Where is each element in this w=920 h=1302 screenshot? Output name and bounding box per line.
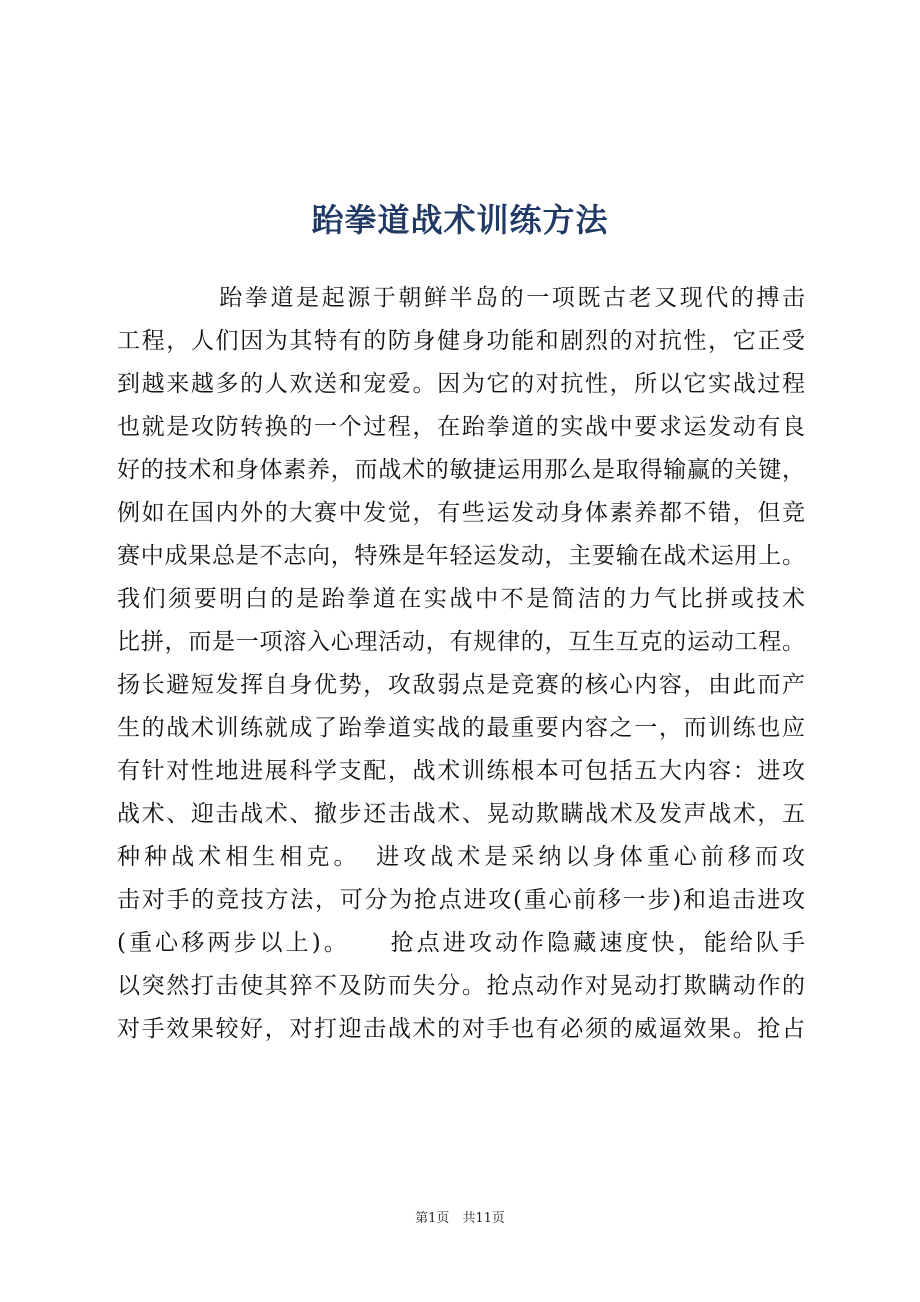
page-number: 第1页 共11页 [415,1211,505,1226]
body-line: 战术、迎击战术、撤步还击战术、晃动欺瞒战术及发声战术，五 [117,801,805,827]
body-line: 我们须要明白的是跆拳道在实战中不是简洁的力气比拼或技术 [117,586,805,612]
body-line: 赛中成果总是不志向，特殊是年轻运发动，主要输在战术运用上。 [117,543,805,569]
body-line: 以突然打击使其猝不及防而失分。抢点动作对晃动打欺瞒动作的 [117,973,805,999]
document-body [117,280,805,1054]
body-line: 工程，人们因为其特有的防身健身功能和剧烈的对抗性，它正受 [117,328,805,354]
body-line: 有针对性地进展科学支配，战术训练根本可包括五大内容：进攻 [117,758,805,784]
body-line: (重心移两步以上)。 抢点进攻动作隐藏速度快，能给队手 [117,930,805,956]
body-line: 到越来越多的人欢送和宠爱。因为它的对抗性，所以它实战过程 [117,371,805,397]
body-line: 扬长避短发挥自身优势，攻敌弱点是竞赛的核心内容，由此而产 [117,672,805,698]
body-line: 例如在国内外的大赛中发觉，有些运发动身体素养都不错，但竞 [117,500,805,526]
body-line: 对手效果较好，对打迎击战术的对手也有必须的威逼效果。抢占 [117,1016,805,1042]
body-line: 好的技术和身体素养，而战术的敏捷运用那么是取得输赢的关键， [117,457,805,483]
body-line: 击对手的竞技方法，可分为抢点进攻(重心前移一步)和追击进攻 [117,887,805,913]
body-line: 生的战术训练就成了跆拳道实战的最重要内容之一，而训练也应 [117,715,805,741]
body-line: 种种战术相生相克。 进攻战术是采纳以身体重心前移而攻 [117,844,805,870]
body-line: 也就是攻防转换的一个过程，在跆拳道的实战中要求运发动有良 [117,414,805,440]
body-line: 跆拳道是起源于朝鲜半岛的一项既古老又现代的搏击 [117,285,805,311]
body-line: 比拼，而是一项溶入心理活动，有规律的，互生互克的运动工程。 [117,629,805,655]
document-title: 跆拳道战术训练方法 [311,201,609,239]
